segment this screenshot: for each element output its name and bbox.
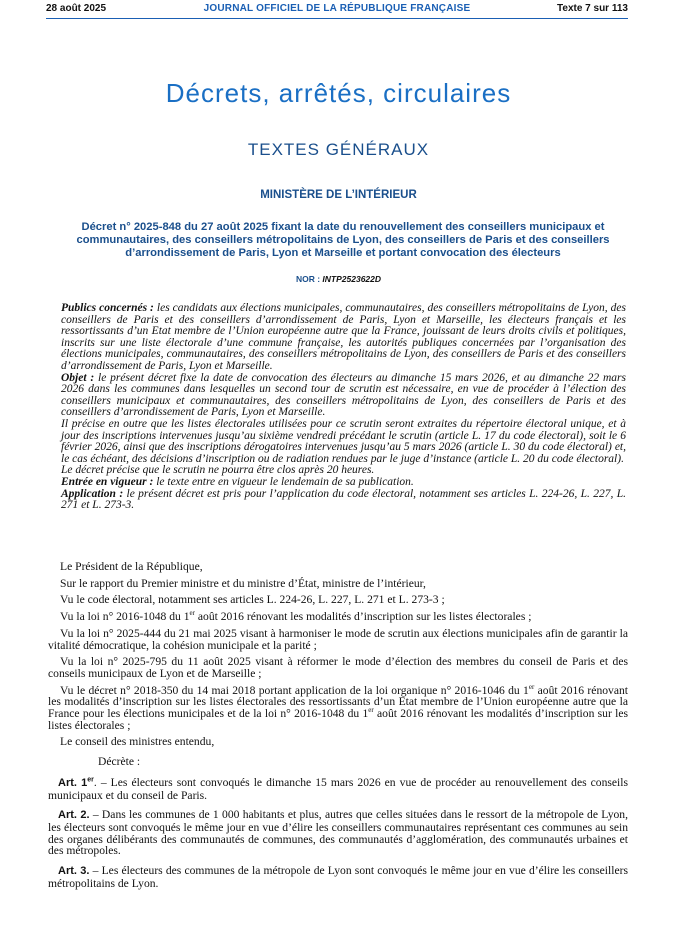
conseil-line: Le conseil des ministres entendu,	[60, 735, 215, 749]
objet-text: le présent décret fixe la date de convocation des électeurs au dimanche 15 mars 2026, et au dimanche 22 mars 2026 dans les communes dans lesquelles un second tour de scrutin est nécessaire, en vue de procéder à l’élection des conseillers municipaux et communautaires, des conseillers métropolitains de Lyon, des conseillers de Paris et des conseillers d’arrondissement de Paris, Lyon et Marseille.	[61, 371, 626, 419]
article-2-label: Art. 2.	[58, 809, 90, 822]
publics-text: les candidats aux élections municipales, communautaires, des conseillers métropolitains de Lyon, des conseillers de Paris et des conseillers d’arrondissement de Paris, Lyon et Marseille, les électeurs français et les ressortissants d’un Etat membre de l’Union européenne autre que la France, jouissant de leurs droits civils et politiques, inscrits sur une liste électorale d’une commune française, les autorités publiques concernées par l’organisation des élections municipales, communautaires, des conseillers métropolitains de Lyon, des conseillers de Paris et des conseillers d’arrondissement de Paris, Lyon et Marseille.	[61, 302, 626, 372]
visa-text: Vu la loi n° 2016-1048 du 1	[60, 610, 190, 624]
summary-objet	[61, 373, 626, 419]
rapport-line: Sur le rapport du Premier ministre et du ministre d’État, ministre de l’intérieur,	[60, 576, 426, 590]
visa-loi-2025-444: Vu la loi n° 2025-444 du 21 mai 2025 visant à harmoniser le mode de scrutin aux élections municipales afin de garantir la vitalité démocratique, la cohésion municipale et la parité ;	[48, 626, 628, 652]
header-rule	[46, 18, 628, 19]
page-header	[46, 3, 628, 19]
article-3-text: – Les électeurs des communes de la métropole de Lyon sont convoqués le même jour en vue d’élire les conseillers métropolitains de Lyon.	[48, 864, 628, 890]
decree-summary	[61, 303, 626, 512]
ministry-title: MINISTÈRE DE L’INTÉRIEUR	[260, 189, 417, 201]
president-line: Le Président de la République,	[60, 560, 203, 573]
article-1	[48, 777, 628, 801]
entree-label: Entrée en vigueur :	[61, 475, 154, 488]
article-label-text: Art. 1	[58, 776, 88, 789]
visa-text: août 2016 rénovant les modalités d’inscription sur les listes électorales des ressortissants d’un Etat membre de l’Union européenne autre que la France pour les élections municipales et de la loi n° 2016-1048 du 1	[48, 683, 628, 721]
superscript: er	[87, 776, 94, 784]
summary-clos: Le décret précise que le scrutin ne pourra être clos après 20 heures.	[61, 464, 375, 477]
article-3	[48, 865, 628, 889]
header-journal: JOURNAL OFFICIEL DE LA RÉPUBLIQUE FRANÇAISE	[203, 3, 471, 14]
visa-loi-2016-1048	[48, 611, 628, 623]
application-label: Application :	[61, 487, 124, 500]
publics-label: Publics concernés :	[61, 302, 154, 314]
visa-text: Vu le décret n° 2018-350 du 14 mai 2018 portant application de la loi organique n° 2016-1046 du 1	[60, 683, 529, 697]
superscript: er	[368, 706, 374, 715]
summary-precise: Il précise en outre que les listes électorales utilisées pour ce scrutin seront extraites du répertoire électoral unique, et à jour des inscriptions intervenues jusqu’au sixième vendredi précédant le scrutin (article L. 17 du code électoral), soit le 6 février 2026, ainsi que des inscriptions dérogatoires intervenues jusqu’au 5 mars 2026 (article L. 30 du code électoral) et, le cas échéant, des décisions d’inscription ou de radiation rendues par le juge d’instance (article L. 20 du code électoral).	[61, 417, 626, 465]
section-title: TEXTES GÉNÉRAUX	[247, 140, 430, 159]
visa-text: août 2016 rénovant les modalités d’inscription sur les listes électorales ;	[48, 707, 628, 732]
nor-code: INTP2523622D	[322, 274, 382, 284]
nor-label: NOR :	[295, 274, 323, 284]
article-2-text: – Dans les communes de 1 000 habitants et plus, autres que celles situées dans le ressort de la métropole de Lyon, les électeurs sont convoqués le même jour en vue d’élire les conseillers communautaires représentant ces communes au sein des organes délibérants des communautés de communes, des communautés d’agglomération, des communautés urbaines et des métropoles.	[48, 808, 628, 858]
objet-label: Objet :	[61, 371, 95, 384]
nor-reference	[0, 274, 677, 284]
decree-body	[48, 561, 628, 897]
summary-application	[61, 489, 626, 512]
article-1-text: . – Les électeurs sont convoqués le dimanche 15 mars 2026 en vue de procéder au renouvellement des conseils municipaux et du conseil de Paris.	[48, 775, 628, 802]
article-3-label: Art. 3.	[58, 865, 90, 878]
header-date: 28 août 2025	[46, 3, 107, 14]
main-title: Décrets, arrêtés, circulaires	[165, 78, 512, 108]
application-text: le présent décret est pris pour l’application du code électoral, notamment ses articles L. 224-26, L. 227, L. 271 et L. 273-3.	[61, 487, 626, 512]
header-text-number: Texte 7 sur 113	[557, 3, 628, 14]
article-2	[48, 809, 628, 857]
visa-decret-2018-350	[48, 682, 628, 732]
article-1-label	[58, 777, 94, 789]
visa-code-electoral: Vu le code électoral, notamment ses articles L. 224-26, L. 227, L. 271 et L. 273-3 ;	[60, 593, 445, 607]
visa-text: août 2016 rénovant les modalités d’inscription sur les listes électorales ;	[194, 610, 532, 624]
summary-publics	[61, 303, 626, 373]
decree-title: Décret n° 2025-848 du 27 août 2025 fixant la date du renouvellement des conseillers municipaux et communautaires, des conseillers métropolitains de Lyon, des conseillers de Paris et des conseillers d’arrondissement de Paris, Lyon et Marseille et portant convocation des électeurs	[76, 221, 610, 259]
superscript: er	[528, 682, 535, 691]
visa-loi-2025-795: Vu la loi n° 2025-795 du 11 août 2025 visant à réformer le mode d’élection des membres du conseil de Paris et des conseils municipaux de Lyon et de Marseille ;	[48, 655, 628, 680]
entree-text: le texte entre en vigueur le lendemain de sa publication.	[153, 475, 414, 488]
decrete-line: Décrète :	[98, 755, 141, 769]
superscript: er	[189, 609, 195, 618]
